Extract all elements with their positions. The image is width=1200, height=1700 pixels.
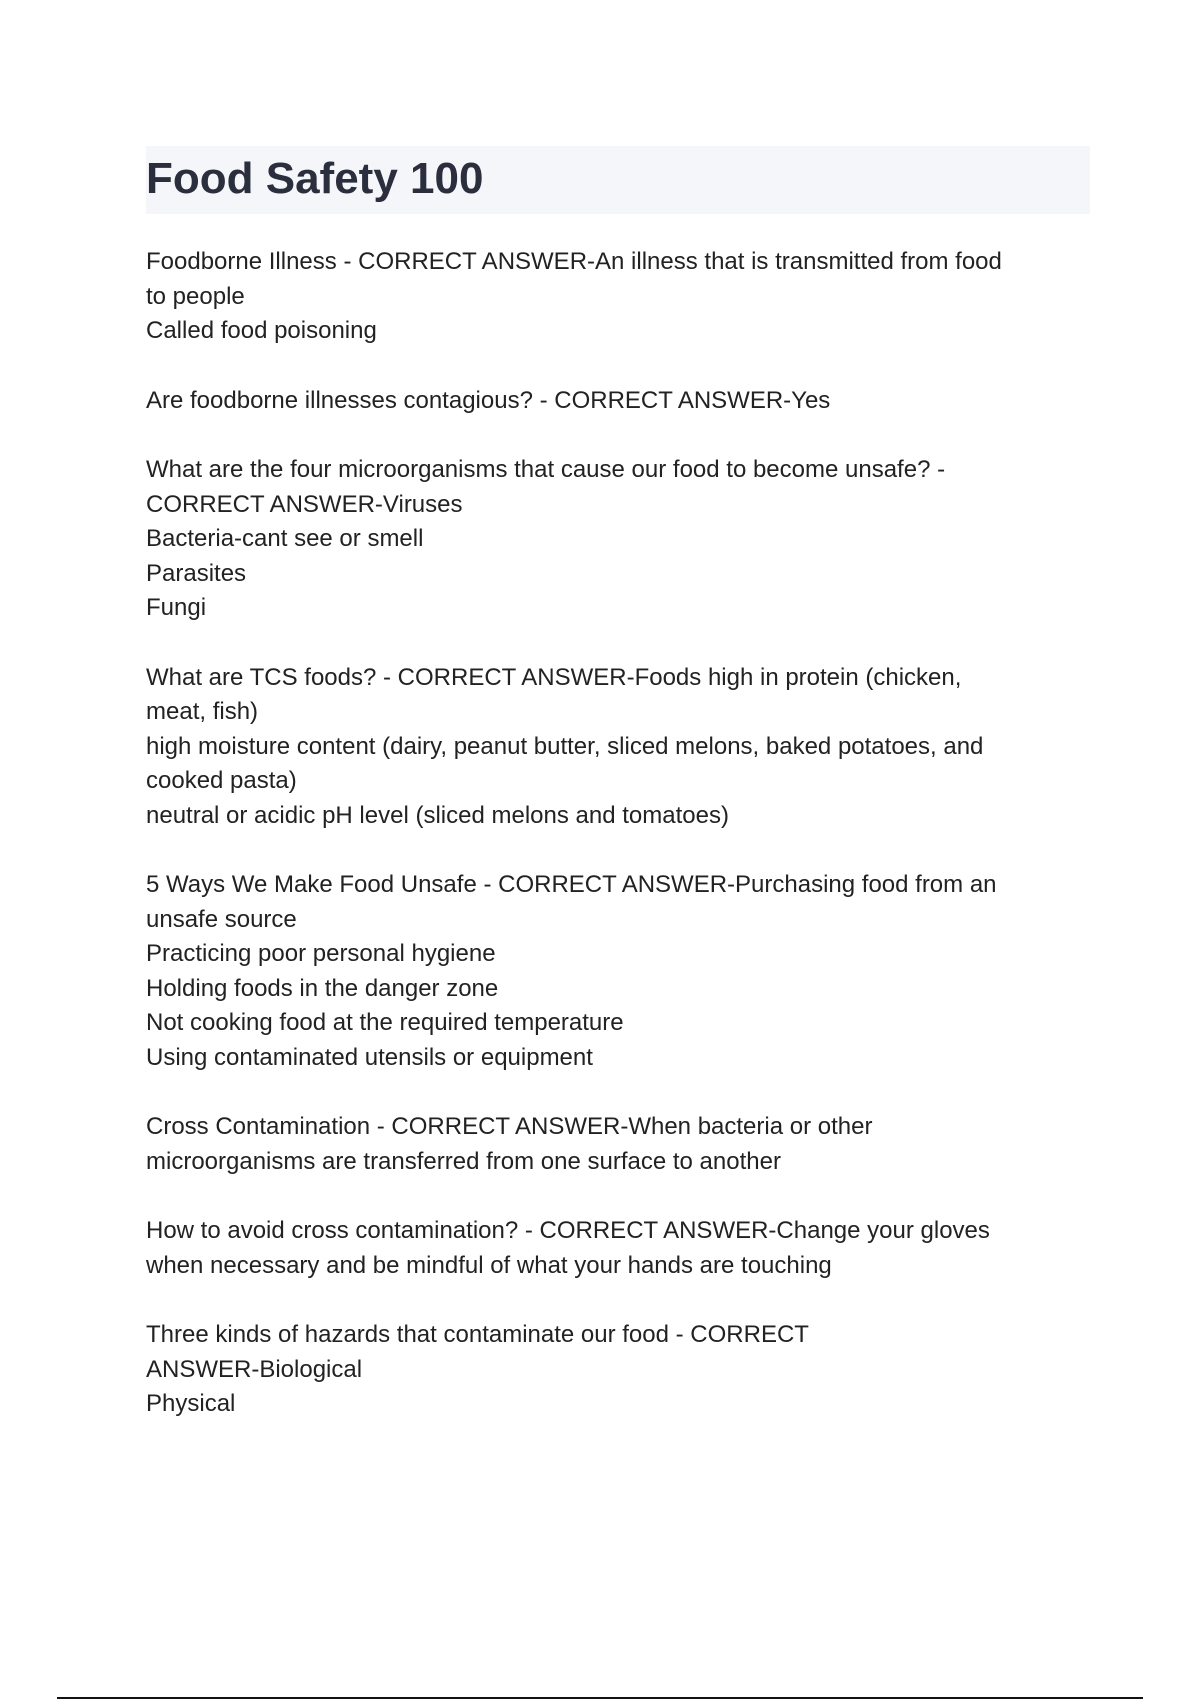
qa-line: cooked pasta) (146, 767, 297, 794)
qa-line: to people (146, 282, 245, 310)
qa-line: How to avoid cross contamination? - CORRECT ANSWER-Change your gloves (146, 1217, 990, 1244)
qa-line: Called food poisoning (146, 317, 377, 344)
qa-line: Practicing poor personal hygiene (146, 940, 496, 967)
qa-entry-cross-contamination (146, 1110, 1090, 1179)
qa-line: meat, fish) (146, 698, 259, 725)
qa-line: neutral or acidic pH level (sliced melons and tomatoes) (146, 801, 729, 829)
title-bar (146, 146, 1090, 214)
qa-line: high moisture content (dairy, peanut butter, sliced melons, baked potatoes, and (146, 732, 984, 760)
qa-line: 5 Ways We Make Food Unsafe - CORRECT ANSWER-Purchasing food from an (146, 871, 997, 898)
qa-line: Cross Contamination - CORRECT ANSWER-When bacteria or other (146, 1113, 873, 1140)
qa-line: CORRECT ANSWER-Viruses (146, 490, 463, 518)
qa-line: unsafe source (146, 905, 297, 933)
qa-line: Foodborne Illness - CORRECT ANSWER-An illness that is transmitted from food (146, 248, 1002, 275)
qa-line: Are foodborne illnesses contagious? - CORRECT ANSWER-Yes (146, 386, 831, 414)
qa-line: Fungi (146, 594, 207, 621)
qa-entry-avoid-cross-contamination (146, 1214, 1090, 1283)
qa-line: What are the four microorganisms that cause our food to become unsafe? - (146, 456, 946, 483)
qa-line: Using contaminated utensils or equipment (146, 1043, 593, 1071)
qa-entry-tcs-foods (146, 661, 1090, 834)
document-body (146, 245, 1090, 1457)
qa-line: Three kinds of hazards that contaminate our food - CORRECT (146, 1321, 809, 1348)
qa-line: Bacteria-cant see or smell (146, 525, 424, 552)
qa-line: when necessary and be mindful of what your hands are touching (146, 1251, 832, 1279)
qa-line: microorganisms are transferred from one surface to another (146, 1147, 781, 1175)
qa-line: Not cooking food at the required temperature (146, 1009, 624, 1036)
qa-line: ANSWER-Biological (146, 1355, 363, 1383)
page-footer-divider (57, 1697, 1143, 1699)
qa-entry-contagious (146, 384, 1090, 419)
qa-entry-five-ways (146, 868, 1090, 1075)
qa-line: What are TCS foods? - CORRECT ANSWER-Foods high in protein (chicken, (146, 663, 962, 691)
document-title: Food Safety 100 (146, 154, 484, 203)
qa-line: Holding foods in the danger zone (146, 974, 499, 1002)
qa-line: Parasites (146, 559, 247, 587)
qa-line: Physical (146, 1390, 236, 1417)
qa-entry-three-hazards (146, 1318, 1090, 1422)
qa-entry-microorganisms (146, 453, 1090, 626)
qa-entry-foodborne-illness (146, 245, 1090, 349)
